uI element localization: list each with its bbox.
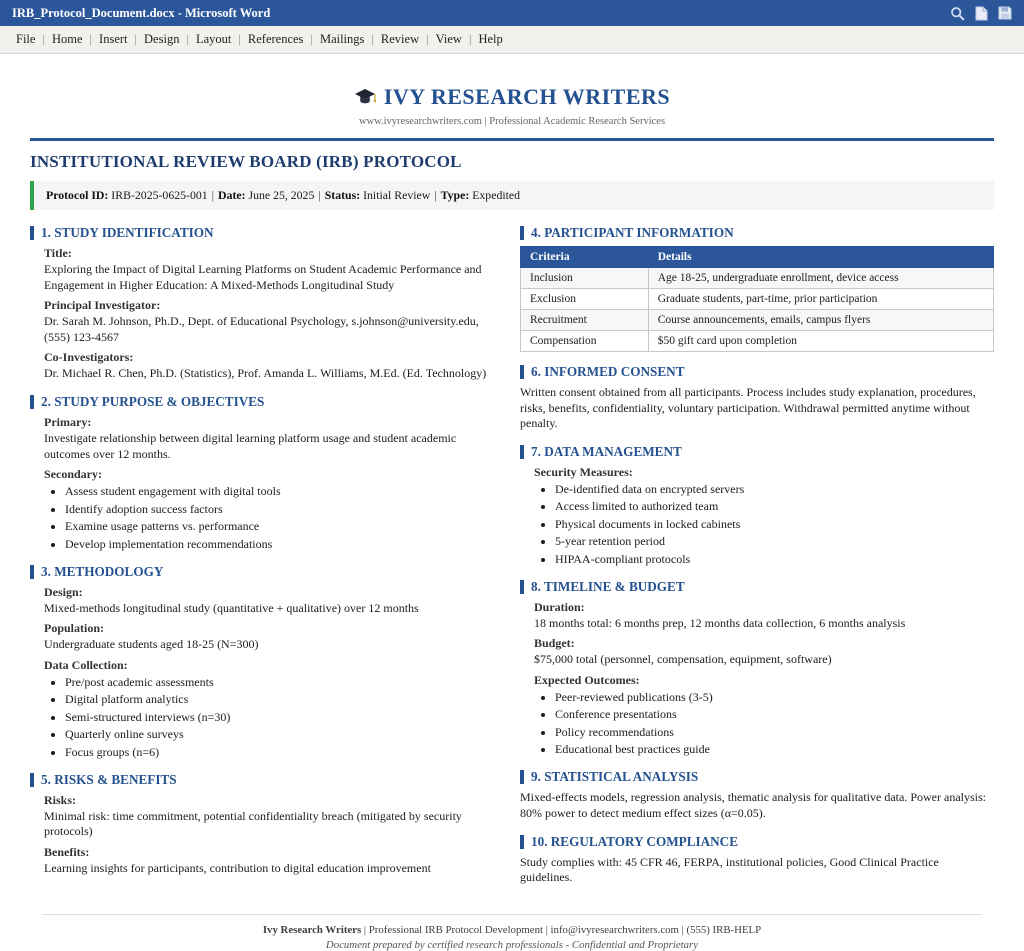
bullet-list [44, 675, 504, 760]
field-label: Design: [44, 584, 83, 599]
section-heading-text: 1. STUDY IDENTIFICATION [41, 225, 214, 240]
table-cell: Age 18-25, undergraduate enrollment, device access [648, 268, 993, 289]
section-heading-bar [520, 835, 524, 849]
letterhead [30, 54, 994, 141]
paragraph: 18 months total: 6 months prep, 12 months data collection, 6 months analysis [534, 615, 906, 630]
menu-item-references[interactable]: References [247, 32, 304, 46]
menu-separator: | [426, 32, 429, 46]
meta-date: Date: June 25, 2025 [218, 188, 315, 202]
paragraph: Exploring the Impact of Digital Learning Platforms on Student Academic Performance and Engagement in Higher Education: A Mixed-Methods Longitudinal Study [44, 262, 482, 292]
title-bar [0, 0, 1024, 26]
bullet-item: • Develop implementation recommendations [65, 537, 504, 552]
table-cell: Inclusion [521, 268, 649, 289]
paragraph: Dr. Michael R. Chen, Ph.D. (Statistics), Prof. Amanda L. Williams, M.Ed. (Ed. Technology) [44, 366, 487, 381]
section-heading-text: 6. INFORMED CONSENT [531, 364, 685, 379]
table-cell: Exclusion [521, 289, 649, 310]
table-cell: $50 gift card upon completion [648, 331, 993, 352]
meta-separator: | [211, 188, 215, 202]
bullet-item: • 5-year retention period [555, 534, 994, 549]
section-heading-bar [520, 365, 524, 379]
paragraph: $75,000 total (personnel, compensation, equipment, software) [534, 652, 832, 667]
field-label: Principal Investigator: [44, 298, 161, 313]
section-3 [30, 564, 504, 760]
bullet-item: • Policy recommendations [555, 725, 994, 740]
footer-contact-line [42, 924, 982, 936]
section-heading-text: 7. DATA MANAGEMENT [531, 443, 682, 459]
bullet-list [44, 484, 504, 552]
graduation-cap-icon [354, 88, 376, 106]
menu-separator: | [186, 32, 189, 46]
paragraph: Written consent obtained from all participants. Process includes study explanation, procedures, risks, benefits, confidentiality, voluntary participation. Withdrawal permitted anytime without penalty. [520, 385, 976, 431]
new-document-icon[interactable] [975, 6, 988, 21]
section-heading-text: 4. PARTICIPANT INFORMATION [531, 225, 734, 240]
paragraph: Dr. Sarah M. Johnson, Ph.D., Dept. of Educational Psychology, s.johnson@university.edu, (555) 123-4567 [44, 314, 479, 344]
participant-table [520, 246, 994, 352]
field-label: Benefits: [44, 845, 90, 860]
table-cell: Graduate students, part-time, prior participation [648, 289, 993, 310]
bullet-item: • Educational best practices guide [555, 742, 994, 757]
bullet-item: • Digital platform analytics [65, 692, 504, 707]
section-heading-bar [30, 565, 34, 579]
menu-item-view[interactable]: View [435, 32, 462, 46]
meta-label: Date: [218, 188, 246, 202]
footer-confidential-line: Document prepared by certified research professionals - Confidential and Proprietary [325, 938, 699, 951]
window-title: IRB_Protocol_Document.docx - Microsoft Word [12, 5, 271, 20]
field-label: Co-Investigators: [44, 350, 134, 365]
save-icon[interactable] [998, 6, 1012, 20]
meta-protocol-id: Protocol ID: IRB-2025-0625-001 [46, 188, 208, 202]
paragraph: Minimal risk: time commitment, potential confidentiality breach (mitigated by security protocols) [44, 808, 462, 839]
section-heading-text: 5. RISKS & BENEFITS [41, 771, 177, 787]
bullet-item: • Access limited to authorized team [555, 499, 994, 514]
brand-name: IVY RESEARCH WRITERS [383, 84, 671, 109]
section-10 [520, 834, 994, 886]
table-cell: Recruitment [521, 310, 649, 331]
section-heading-bar [520, 580, 524, 594]
meta-separator: | [434, 188, 437, 202]
table-row [521, 331, 994, 352]
right-column [520, 223, 994, 898]
section-heading-bar [30, 395, 34, 409]
content-columns [30, 223, 994, 898]
section-heading [30, 772, 504, 788]
menu-item-mailings[interactable]: Mailings [319, 32, 365, 46]
section-heading-text: 10. REGULATORY COMPLIANCE [531, 833, 739, 849]
menu-item-home[interactable]: Home [51, 32, 83, 46]
document-title: INSTITUTIONAL REVIEW BOARD (IRB) PROTOCOL [30, 152, 462, 171]
section-heading [520, 364, 994, 380]
meta-label: Status: [324, 188, 361, 202]
section-7 [520, 444, 994, 567]
section-heading-text: 9. STATISTICAL ANALYSIS [531, 769, 699, 785]
paragraph: Learning insights for participants, contribution to digital education improvement [44, 861, 431, 876]
section-heading [520, 579, 994, 595]
field-label: Risks: [44, 792, 77, 807]
section-9 [520, 769, 994, 821]
field-label: Security Measures: [534, 464, 633, 479]
section-heading-text: 8. TIMELINE & BUDGET [531, 578, 685, 594]
paragraph: Undergraduate students aged 18-25 (N=300) [44, 637, 259, 652]
bullet-item: • Peer-reviewed publications (3-5) [555, 690, 994, 705]
bullet-item: • Quarterly online surveys [65, 727, 504, 742]
menu-item-insert[interactable]: Insert [99, 32, 128, 46]
field-label: Secondary: [44, 467, 102, 482]
menu-separator: | [468, 32, 472, 46]
table-body [521, 268, 994, 352]
meta-separator: | [318, 188, 321, 202]
menu-item-design[interactable]: Design [144, 32, 180, 46]
section-heading-bar [30, 226, 34, 240]
paragraph: Mixed-methods longitudinal study (quantitative + qualitative) over 12 months [44, 600, 419, 615]
field-label: Population: [44, 621, 105, 636]
paragraph: Investigate relationship between digital learning platform usage and student academic outcomes over 12 months. [44, 430, 457, 461]
footer-contact-rest: | Professional IRB Protocol Development | info@ivyresearchwriters.com | (555) IRB-HELP [361, 923, 762, 936]
menu-separator: | [134, 32, 138, 46]
section-heading-text: 3. METHODOLOGY [41, 563, 164, 579]
section-heading-bar [520, 226, 524, 240]
search-icon[interactable] [950, 6, 965, 21]
section-8 [520, 579, 994, 758]
section-4 [520, 225, 994, 352]
section-heading-bar [520, 445, 524, 459]
section-1 [30, 225, 504, 382]
bullet-item: • Identify adoption success factors [65, 502, 504, 517]
bullet-item: • Pre/post academic assessments [65, 675, 504, 690]
table-header-cell: Details [648, 247, 993, 268]
section-heading [520, 225, 994, 241]
section-heading [30, 225, 504, 241]
section-heading-bar [30, 773, 34, 787]
field-label: Data Collection: [44, 657, 128, 672]
table-row [521, 289, 994, 310]
table-row [521, 268, 994, 289]
menu-item-review[interactable]: Review [380, 32, 420, 46]
document-page [0, 54, 1024, 951]
menu-item-help[interactable]: Help [478, 32, 503, 46]
menu-separator: | [371, 32, 374, 46]
section-heading-bar [520, 770, 524, 784]
table-head [521, 247, 994, 268]
table-cell: Course announcements, emails, campus flyers [648, 310, 993, 331]
section-6 [520, 364, 994, 432]
section-2 [30, 394, 504, 552]
paragraph: Study complies with: 45 CFR 46, FERPA, institutional policies, Good Clinical Practice guidelines. [520, 854, 939, 885]
table-header-row [521, 247, 994, 268]
menu-separator: | [310, 32, 313, 46]
section-heading [520, 834, 994, 850]
section-heading [30, 564, 504, 580]
bullet-list [534, 690, 994, 758]
bullet-item: • Conference presentations [555, 707, 994, 722]
bullet-list [534, 482, 994, 567]
left-column [30, 223, 504, 898]
field-label: Primary: [44, 414, 92, 429]
bullet-item: • Assess student engagement with digital tools [65, 484, 504, 499]
table-cell: Compensation [521, 331, 649, 352]
bullet-item: • Focus groups (n=6) [65, 745, 504, 760]
menu-bar [0, 26, 1024, 54]
field-label: Expected Outcomes: [534, 672, 640, 687]
bullet-item: • HIPAA-compliant protocols [555, 552, 994, 567]
footer-brand: Ivy Research Writers [262, 923, 362, 936]
section-heading-text: 2. STUDY PURPOSE & OBJECTIVES [41, 393, 265, 409]
protocol-meta-bar [30, 181, 994, 210]
table-row [521, 310, 994, 331]
meta-type: Type: Expedited [440, 188, 521, 202]
menu-separator: | [238, 32, 241, 46]
field-label: Budget: [534, 636, 575, 651]
bullet-item: • Physical documents in locked cabinets [555, 517, 994, 532]
section-heading [30, 394, 504, 410]
page-footer [42, 914, 982, 951]
bullet-item: • Semi-structured interviews (n=30) [65, 710, 504, 725]
menu-separator: | [89, 32, 93, 46]
brand-row [354, 84, 670, 110]
meta-label: Type: [440, 188, 470, 202]
paragraph: Mixed-effects models, regression analysis, thematic analysis for qualitative data. Power analysis: 80% power to detect medium effect sizes (α=0.05). [520, 790, 986, 821]
section-5 [30, 772, 504, 877]
field-label: Title: [44, 246, 72, 260]
bullet-item: • De-identified data on encrypted servers [555, 482, 994, 497]
menu-item-layout[interactable]: Layout [195, 32, 232, 46]
meta-label: Protocol ID: [46, 188, 109, 202]
menu-separator: | [42, 32, 45, 46]
bullet-item: • Examine usage patterns vs. performance [65, 519, 504, 534]
menu-item-file[interactable]: File [16, 32, 36, 46]
section-heading [520, 769, 994, 785]
section-heading [520, 444, 994, 460]
meta-status: Status: Initial Review [324, 188, 431, 202]
field-label: Duration: [534, 599, 585, 614]
table-header-cell: Criteria [521, 247, 649, 268]
brand-tagline: www.ivyresearchwriters.com | Professional Academic Research Services [358, 116, 666, 127]
